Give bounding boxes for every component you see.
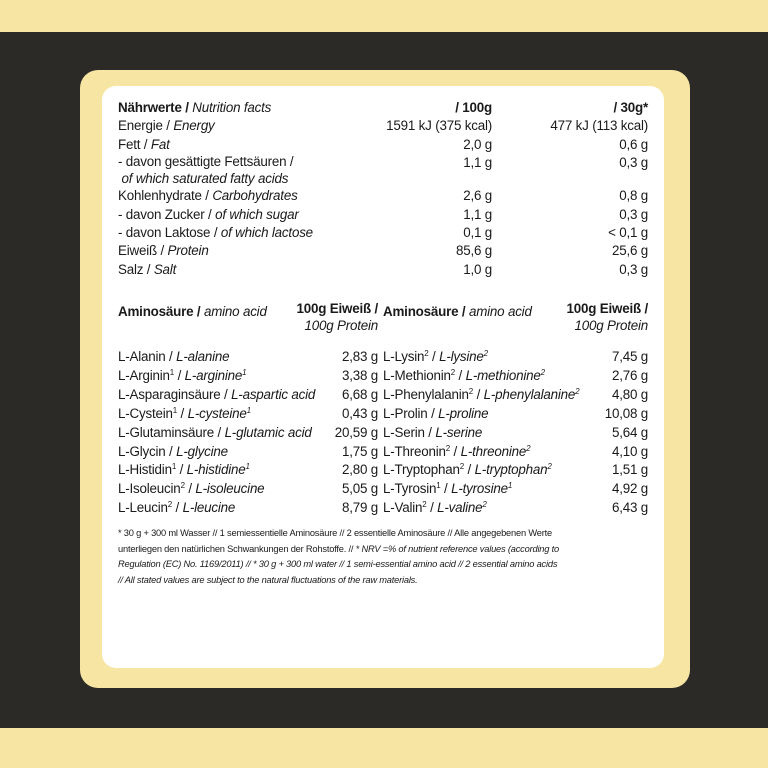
amino-value-line1: 100g Eiweiß / — [296, 301, 378, 316]
amino-acid-value: 2,80 g — [341, 462, 378, 478]
amino-acid-name-de: L-Asparaginsäure — [118, 386, 221, 402]
amino-acid-label: L-Alanin / L-alanine — [118, 349, 230, 364]
amino-acid-label: L-Histidin$^1$ / L-histidine$^1$ — [118, 462, 250, 478]
footnote-line-1: * 30 g + 300 ml Wasser // 1 semiessentielle Aminosäure // 2 essentielle Aminosäure // Alle angegebenen Werte — [118, 528, 552, 538]
amino-acid-label: L-Methionin$^2$ / L-methionine$^2$ — [383, 367, 545, 383]
amino-row — [118, 424, 378, 443]
amino-acid-label: L-Glycin / L-glycine — [118, 443, 228, 459]
nutrition-header — [118, 99, 648, 117]
amino-acid-label: L-Serin / L-serine — [383, 424, 483, 440]
footnote-marker: 1 — [242, 367, 247, 377]
amino-acid-value: 6,43 g — [611, 500, 648, 516]
amino-row — [383, 405, 648, 424]
footnote — [118, 526, 648, 589]
col-per-serving: / 30g* — [613, 100, 648, 115]
nutrient-label: - davon Laktose / of which lactose — [118, 225, 313, 241]
amino-acid-name-en: L-lysine — [439, 349, 484, 364]
amino-acid-label: L-Tryptophan$^2$ / L-tryptophan$^2$ — [383, 462, 552, 478]
amino-acid-name-de: L-Methionin — [383, 367, 451, 383]
footnote-line-2 — [118, 542, 648, 558]
amino-header-label: Aminosäure / amino acid — [383, 304, 532, 319]
nutrition-row — [118, 187, 648, 205]
value-per-serving: 0,6 g — [619, 136, 648, 152]
amino-acid-value: 20,59 g — [334, 424, 378, 440]
nutrition-row — [118, 242, 648, 260]
value-per-100g: 2,6 g — [463, 188, 492, 204]
amino-row — [118, 499, 378, 518]
value-per-100g: 1591 kJ (375 kcal) — [386, 118, 492, 134]
amino-acid-label: L-Phenylalanin$^2$ / L-phenylalanine$^2$ — [383, 386, 580, 402]
amino-acid-name-de: L-Valin — [383, 500, 423, 516]
value-per-serving: 477 kJ (113 kcal) — [550, 118, 648, 134]
value-per-100g: 1,1 g — [463, 155, 492, 171]
nutrient-label-de: Kohlenhydrate — [118, 188, 202, 204]
amino-acid-name-de: L-Prolin — [383, 405, 428, 421]
nutrition-row — [118, 224, 648, 242]
footnote-marker: 2 — [540, 367, 545, 377]
footnote-marker: 1 — [171, 462, 177, 472]
amino-acid-value: 4,80 g — [611, 386, 648, 402]
amino-header-left — [118, 300, 378, 342]
amino-acid-value: 3,38 g — [341, 367, 378, 383]
amino-row — [118, 367, 378, 386]
nutrient-label-en: Fat — [150, 136, 170, 152]
footnote-marker: 2 — [422, 500, 427, 510]
amino-acid-label: L-Asparaginsäure / L-aspartic acid — [118, 386, 316, 402]
footnote-marker: 2 — [482, 500, 487, 510]
amino-acid-value: 5,05 g — [341, 481, 378, 497]
amino-value-line2: 100g Protein — [304, 318, 378, 333]
amino-acid-label: L-Threonin$^2$ / L-threonine$^2$ — [383, 443, 531, 459]
amino-row — [383, 461, 648, 480]
amino-acid-name-en: L-cysteine — [187, 405, 247, 421]
nutrient-label-en: Energy — [173, 118, 215, 134]
nutrient-label-de: Energie — [118, 118, 163, 134]
nutrition-row — [118, 136, 648, 154]
amino-row — [383, 443, 648, 462]
nutrient-label-en: of which saturated fatty acids — [121, 170, 289, 186]
amino-acid-value: 0,43 g — [341, 405, 378, 421]
amino-acid-name-en: L-aspartic acid — [231, 386, 316, 402]
amino-acid-name-en: L-histidine — [186, 462, 246, 478]
nutrient-label-de: - davon Zucker — [118, 206, 205, 222]
amino-table-right — [383, 300, 648, 518]
amino-acid-value: 10,08 g — [604, 405, 648, 421]
amino-row — [118, 348, 378, 367]
amino-acid-name-en: L-tryptophan — [474, 462, 548, 478]
nutrient-label: Kohlenhydrate / Carbohydrates — [118, 188, 298, 204]
amino-acid-name-de: L-Glycin — [118, 443, 166, 459]
amino-acid-name-de: L-Histidin — [118, 462, 172, 478]
header-label-de: Nährwerte — [118, 100, 182, 115]
nutrient-label-de: Fett — [118, 136, 141, 152]
footnote-line-2-en: * NRV =% of nutrient reference values (according to — [355, 543, 559, 554]
footnote-marker: 1 — [436, 481, 441, 491]
value-per-100g: 1,0 g — [463, 261, 492, 277]
amino-acid-label: L-Isoleucin$^2$ / L-isoleucine — [118, 481, 265, 497]
amino-acid-name-en: L-arginine — [184, 367, 243, 383]
amino-rows-right — [383, 348, 648, 518]
nutrient-label-en: Protein — [167, 243, 209, 259]
amino-acid-name-en: L-serine — [435, 424, 483, 440]
nutrient-label-en: of which sugar — [215, 206, 299, 222]
amino-acid-name-de: L-Arginin — [118, 367, 170, 383]
amino-acid-name-en: L-tyrosine — [451, 481, 508, 497]
value-per-serving: 0,3 g — [619, 261, 648, 277]
footnote-marker: 2 — [450, 367, 456, 377]
footnote-marker: 2 — [468, 386, 474, 396]
footnote-marker: 2 — [526, 443, 531, 453]
amino-acid-name-de: L-Tryptophan — [383, 462, 460, 478]
amino-acid-name-de: L-Threonin — [383, 443, 446, 459]
nutrition-row — [118, 117, 648, 135]
amino-acid-value: 1,75 g — [341, 443, 378, 459]
footnote-marker: 1 — [169, 367, 175, 377]
value-per-serving: 25,6 g — [611, 243, 648, 259]
amino-acid-label: L-Cystein$^1$ / L-cysteine$^1$ — [118, 405, 251, 421]
nutrition-row — [118, 206, 648, 224]
footnote-marker: 2 — [547, 462, 552, 472]
footnote-line-3: Regulation (EC) No. 1169/2011) // * 30 g + 300 ml water // 1 semi-essential amino acid // 2 essential amino acids — [118, 559, 558, 570]
amino-acid-value: 7,45 g — [611, 349, 648, 364]
amino-label-de: Aminosäure — [383, 304, 459, 319]
amino-acid-label: L-Arginin$^1$ / L-arginine$^1$ — [118, 367, 247, 383]
amino-acid-value: 1,51 g — [611, 462, 648, 478]
amino-acid-label: L-Leucin$^2$ / L-leucine — [118, 500, 236, 516]
amino-label-en: amino acid — [468, 304, 532, 319]
header-label-en: Nutrition facts — [192, 100, 272, 115]
amino-acid-label: L-Lysin$^2$ / L-lysine$^2$ — [383, 349, 488, 364]
amino-acid-value: 8,79 g — [341, 500, 378, 516]
amino-acid-name-en: L-glutamic acid — [224, 424, 312, 440]
amino-acid-name-en: L-valine — [437, 500, 483, 516]
amino-acid-name-de: L-Leucin — [118, 500, 168, 516]
nutrient-label: Energie / Energy — [118, 118, 215, 134]
amino-acid-name-en: L-isoleucine — [195, 481, 265, 497]
amino-acid-name-en: L-methionine — [465, 367, 541, 383]
amino-acid-value: 4,10 g — [611, 443, 648, 459]
value-per-serving: 0,3 g — [619, 206, 648, 222]
nutrient-label: Eiweiß / Protein — [118, 243, 209, 259]
amino-rows-left — [118, 348, 378, 518]
amino-acid-name-en: L-alanine — [176, 349, 230, 364]
value-per-100g: 2,0 g — [463, 136, 492, 152]
nutrition-table — [118, 99, 648, 279]
nutrient-label-de: - davon Laktose — [118, 225, 211, 241]
amino-row — [383, 424, 648, 443]
amino-acid-name-de: L-Isoleucin — [118, 481, 181, 497]
nutrient-label-en: of which lactose — [220, 225, 313, 241]
amino-value-line2: 100g Protein — [574, 318, 648, 333]
amino-row — [118, 480, 378, 499]
nutrition-rows — [118, 117, 648, 279]
footnote-marker: 2 — [483, 349, 488, 358]
value-per-serving: < 0,1 g — [608, 225, 648, 241]
amino-acid-name-en: L-glycine — [176, 443, 228, 459]
amino-acid-label: L-Tyrosin$^1$ / L-tyrosine$^1$ — [383, 481, 513, 497]
nutrient-label: Salz / Salt — [118, 261, 177, 277]
amino-row — [383, 386, 648, 405]
amino-row — [118, 443, 378, 462]
value-per-serving: 0,3 g — [619, 155, 648, 171]
footnote-marker: 2 — [167, 500, 173, 510]
amino-header-value — [567, 300, 649, 342]
amino-acid-value: 2,76 g — [611, 367, 648, 383]
footnote-marker: 2 — [575, 386, 580, 396]
amino-header-right — [383, 300, 648, 342]
amino-acid-name-de: L-Tyrosin — [383, 481, 437, 497]
nutrient-label-de: Eiweiß — [118, 243, 157, 259]
footnote-marker: 2 — [459, 462, 464, 472]
nutrient-label-de: Salz — [118, 261, 144, 277]
amino-acid-value: 4,92 g — [611, 481, 648, 497]
amino-row — [383, 348, 648, 367]
amino-acid-name-de: L-Phenylalanin — [383, 386, 469, 402]
footnote-marker: 2 — [424, 349, 429, 358]
amino-value-line1: 100g Eiweiß / — [566, 301, 648, 316]
amino-acid-name-de: L-Serin — [383, 424, 425, 440]
amino-label-en: amino acid — [203, 304, 267, 319]
col-per-100g: / 100g — [455, 100, 492, 115]
footnote-marker: 1 — [245, 462, 250, 472]
footnote-marker: 2 — [180, 481, 185, 491]
amino-acid-name-en: L-threonine — [460, 443, 527, 459]
amino-row — [118, 405, 378, 424]
amino-acid-name-de: L-Glutaminsäure — [118, 424, 214, 440]
amino-row — [383, 480, 648, 499]
amino-header-label: Aminosäure / amino acid — [118, 304, 267, 319]
nutrient-label-de: - davon gesättigte Fettsäuren / — [118, 154, 294, 170]
amino-row — [118, 386, 378, 405]
amino-acid-name-de: L-Lysin — [383, 349, 425, 364]
footnote-marker: 1 — [507, 481, 513, 491]
amino-acid-value: 6,68 g — [341, 386, 378, 402]
nutrient-label: - davon Zucker / of which sugar — [118, 206, 299, 222]
amino-row — [118, 461, 378, 480]
nutrient-label — [118, 154, 352, 187]
footnote-line-4: // All stated values are subject to the natural fluctuations of the raw materials. — [118, 575, 418, 586]
amino-table-left — [118, 300, 378, 518]
amino-acid-name-de: L-Cystein — [118, 405, 173, 421]
amino-acid-value: 2,83 g — [341, 349, 378, 364]
value-per-100g: 85,6 g — [455, 243, 492, 259]
nutrient-label: Fett / Fat — [118, 136, 170, 152]
amino-label-de: Aminosäure — [118, 304, 194, 319]
nutrition-header-label: Nährwerte / Nutrition facts — [118, 100, 272, 115]
value-per-100g: 1,1 g — [463, 206, 492, 222]
amino-acid-value: 5,64 g — [611, 424, 648, 440]
nutrient-label-en: Salt — [153, 261, 177, 277]
footnote-marker: 1 — [172, 405, 178, 415]
amino-acid-name-de: L-Alanin — [118, 349, 166, 364]
amino-acid-label: L-Valin$^2$ / L-valine$^2$ — [383, 500, 487, 516]
amino-row — [383, 367, 648, 386]
amino-row — [383, 499, 648, 518]
footnote-marker: 1 — [246, 405, 251, 415]
amino-acid-label: L-Prolin / L-proline — [383, 405, 489, 421]
footnote-marker: 2 — [445, 443, 451, 453]
value-per-100g: 0,1 g — [463, 225, 492, 241]
value-per-serving: 0,8 g — [619, 188, 648, 204]
nutrition-row — [118, 261, 648, 279]
footnote-line-2-de: unterliegen den natürlichen Schwankungen der Rohstoffe. // — [118, 543, 356, 554]
amino-acid-name-en: L-proline — [438, 405, 489, 421]
amino-acid-label: L-Glutaminsäure / L-glutamic acid — [118, 424, 312, 440]
amino-acid-name-en: L-leucine — [182, 500, 236, 516]
amino-acid-name-en: L-phenylalanine — [483, 386, 576, 402]
nutrition-row — [118, 154, 648, 187]
nutrient-label-en: Carbohydrates — [212, 188, 298, 204]
amino-header-value — [297, 300, 379, 342]
